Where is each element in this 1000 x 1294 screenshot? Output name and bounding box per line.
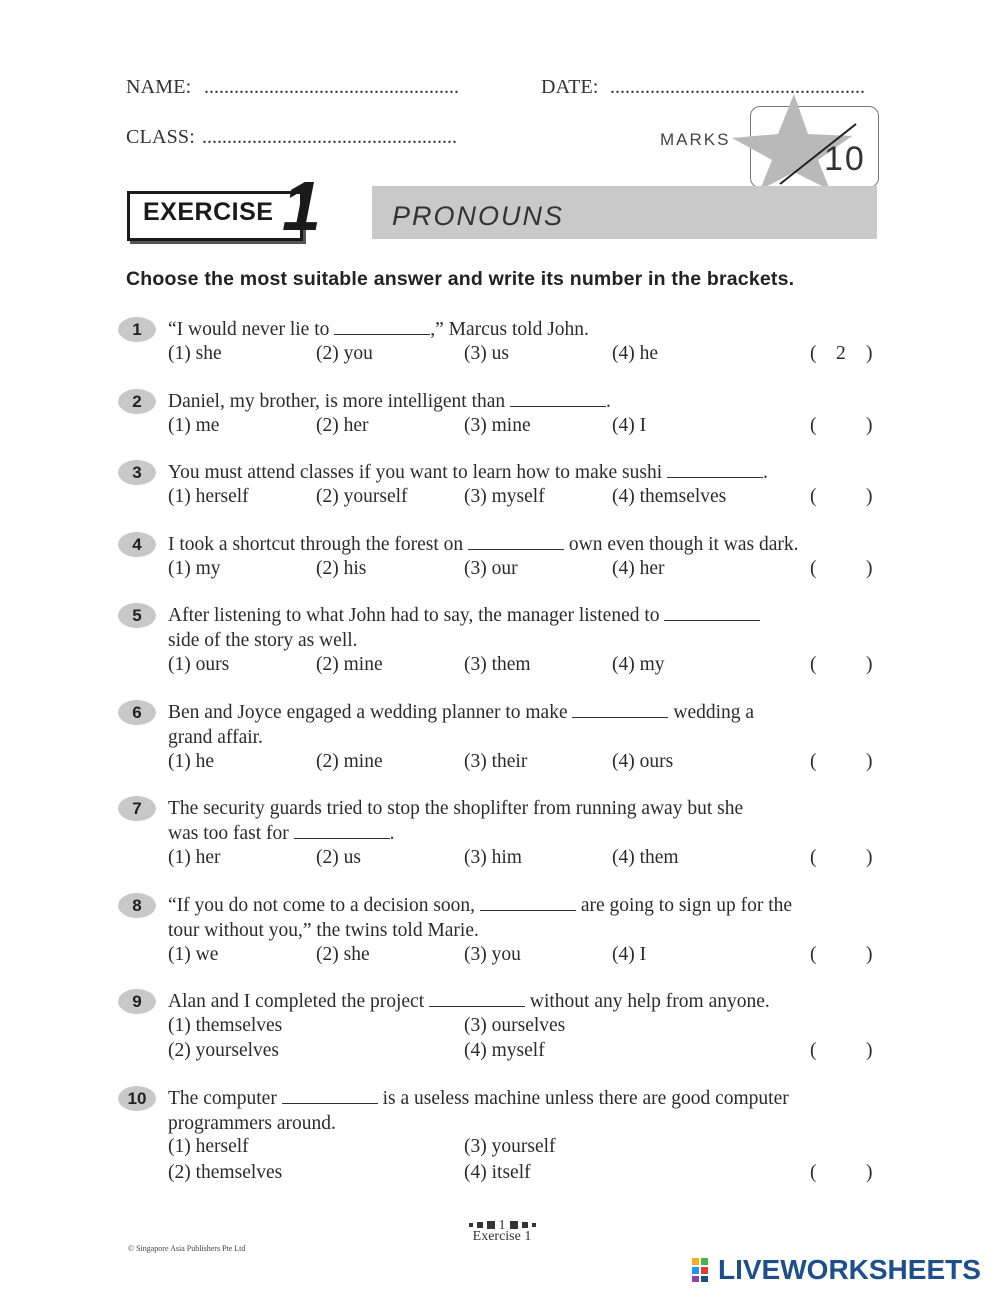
page-decor-icon: [469, 1223, 473, 1227]
liveworksheets-brand[interactable]: LIVEWORKSHEETS: [718, 1254, 981, 1285]
option: (3) their: [464, 751, 528, 772]
question-number: 9: [118, 989, 156, 1014]
answer-blank: [429, 989, 525, 1007]
page-caption: Exercise 1: [472, 1229, 532, 1244]
question-text: “If you do not come to a decision soon, are going to sign up for the: [168, 895, 793, 916]
option: (4) ours: [612, 751, 674, 772]
option: (2) yourself: [316, 486, 408, 507]
option: (3) ourselves: [464, 1015, 566, 1036]
option: (1) me: [168, 415, 220, 436]
option: (2) themselves: [168, 1162, 283, 1183]
answer-blank: [667, 460, 763, 478]
option: (3) yourself: [464, 1136, 556, 1157]
exercise-label: EXERCISE: [143, 198, 274, 226]
exercise-number: 1: [282, 167, 321, 245]
option: (1) her: [168, 847, 221, 868]
answer-bracket-open: (: [810, 1040, 817, 1061]
option: (2) you: [316, 343, 373, 364]
answer-blank: [480, 893, 576, 911]
answer-bracket-open: (: [810, 415, 817, 436]
question-number: 3: [118, 460, 156, 485]
answer-bracket-open: (: [810, 847, 817, 868]
question-text: You must attend classes if you want to learn how to make sushi .: [168, 462, 768, 483]
question-number: 10: [118, 1086, 156, 1111]
answer-bracket-open: (: [810, 558, 817, 579]
question-number: 4: [118, 532, 156, 557]
answer-blank: [294, 821, 390, 839]
question-number: 5: [118, 603, 156, 628]
question-text-continued: programmers around.: [168, 1113, 336, 1134]
option: (4) he: [612, 343, 659, 364]
class-label: CLASS:: [126, 126, 196, 148]
question-text: I took a shortcut through the forest on own even though it was dark.: [168, 534, 799, 555]
option: (2) mine: [316, 654, 383, 675]
question-number: 8: [118, 893, 156, 918]
answer-bracket-close: ): [866, 1162, 873, 1183]
question-text: After listening to what John had to say, the manager listened to: [168, 603, 760, 628]
option: (4) I: [612, 415, 647, 436]
question-text: “I would never lie to ,” Marcus told John.: [168, 319, 589, 340]
answer-bracket-open: (: [810, 1162, 817, 1183]
answer-blank: [282, 1086, 378, 1104]
option: (4) themselves: [612, 486, 727, 507]
option: (1) she: [168, 343, 222, 364]
question-text-continued: side of the story as well.: [168, 630, 358, 651]
question-text: The computer is a useless machine unless there are good computer: [168, 1088, 789, 1109]
option: (4) I: [612, 944, 647, 965]
question-number: 1: [118, 317, 156, 342]
answer-blank: [510, 389, 606, 407]
marks-total: 10: [824, 140, 866, 178]
answer-bracket-close: ): [866, 847, 873, 868]
question-text-continued: grand affair.: [168, 727, 263, 748]
class-field[interactable]: ...................................................: [202, 126, 457, 148]
answer-bracket-close: ): [866, 654, 873, 675]
option: (4) her: [612, 558, 665, 579]
option: (3) myself: [464, 486, 545, 507]
option: (3) our: [464, 558, 518, 579]
answer-bracket-open: (: [810, 751, 817, 772]
option: (3) you: [464, 944, 521, 965]
instruction: Choose the most suitable answer and write its number in the brackets.: [126, 268, 795, 290]
copyright: © Singapore Asia Publishers Pte Ltd: [128, 1244, 246, 1253]
option: (3) them: [464, 654, 531, 675]
answer-bracket-close: ): [866, 751, 873, 772]
answer-bracket-close: ): [866, 1040, 873, 1061]
answer-blank: [468, 532, 564, 550]
page-decor-icon: [532, 1223, 536, 1227]
marks-label: MARKS: [660, 130, 731, 149]
option: (1) themselves: [168, 1015, 283, 1036]
answer-bracket-close: ): [866, 558, 873, 579]
question-text: Alan and I completed the project without any help from anyone.: [168, 991, 770, 1012]
question-text: The security guards tried to stop the shoplifter from running away but she: [168, 798, 744, 819]
option: (2) us: [316, 847, 361, 868]
page-number: 1: [498, 1218, 506, 1233]
answer-bracket-open: (: [810, 944, 817, 965]
option: (1) herself: [168, 1136, 249, 1157]
exercise-topic: PRONOUNS: [392, 201, 565, 231]
option: (2) his: [316, 558, 367, 579]
option: (4) myself: [464, 1040, 545, 1061]
option: (3) us: [464, 343, 509, 364]
answer-blank: [334, 317, 430, 335]
option: (1) my: [168, 558, 221, 579]
question-number: 6: [118, 700, 156, 725]
question-text: Ben and Joyce engaged a wedding planner to make wedding a: [168, 702, 755, 723]
option: (2) she: [316, 944, 370, 965]
option: (2) yourselves: [168, 1040, 280, 1061]
answer-bracket-close: ): [866, 944, 873, 965]
option: (4) my: [612, 654, 665, 675]
date-field[interactable]: ...................................................: [610, 76, 865, 98]
answer-bracket-close: ): [866, 415, 873, 436]
option: (1) herself: [168, 486, 249, 507]
name-label: NAME:: [126, 76, 192, 98]
answer-bracket-close: ): [866, 486, 873, 507]
answer-blank: [664, 603, 760, 621]
option: (4) itself: [464, 1162, 531, 1183]
option: (1) we: [168, 944, 219, 965]
liveworksheets-logo-icon: [692, 1258, 718, 1287]
page-decor-icon: [522, 1222, 528, 1228]
option: (2) her: [316, 415, 369, 436]
option: (4) them: [612, 847, 679, 868]
page-decor-icon: [477, 1222, 483, 1228]
option: (1) ours: [168, 654, 230, 675]
answer-bracket-open: (: [810, 343, 817, 364]
question-number: 2: [118, 389, 156, 414]
option: (3) mine: [464, 415, 531, 436]
answer-input[interactable]: 2: [836, 343, 846, 364]
question-number: 7: [118, 796, 156, 821]
name-field[interactable]: ...................................................: [204, 76, 459, 98]
question-text: Daniel, my brother, is more intelligent than .: [168, 391, 611, 412]
question-text-continued: was too fast for .: [168, 823, 395, 844]
option: (1) he: [168, 751, 215, 772]
date-label: DATE:: [541, 76, 599, 98]
option: (3) him: [464, 847, 522, 868]
answer-blank: [572, 700, 668, 718]
answer-bracket-open: (: [810, 654, 817, 675]
question-text-continued: tour without you,” the twins told Marie.: [168, 920, 479, 941]
answer-bracket-close: ): [866, 343, 873, 364]
answer-bracket-open: (: [810, 486, 817, 507]
option: (2) mine: [316, 751, 383, 772]
